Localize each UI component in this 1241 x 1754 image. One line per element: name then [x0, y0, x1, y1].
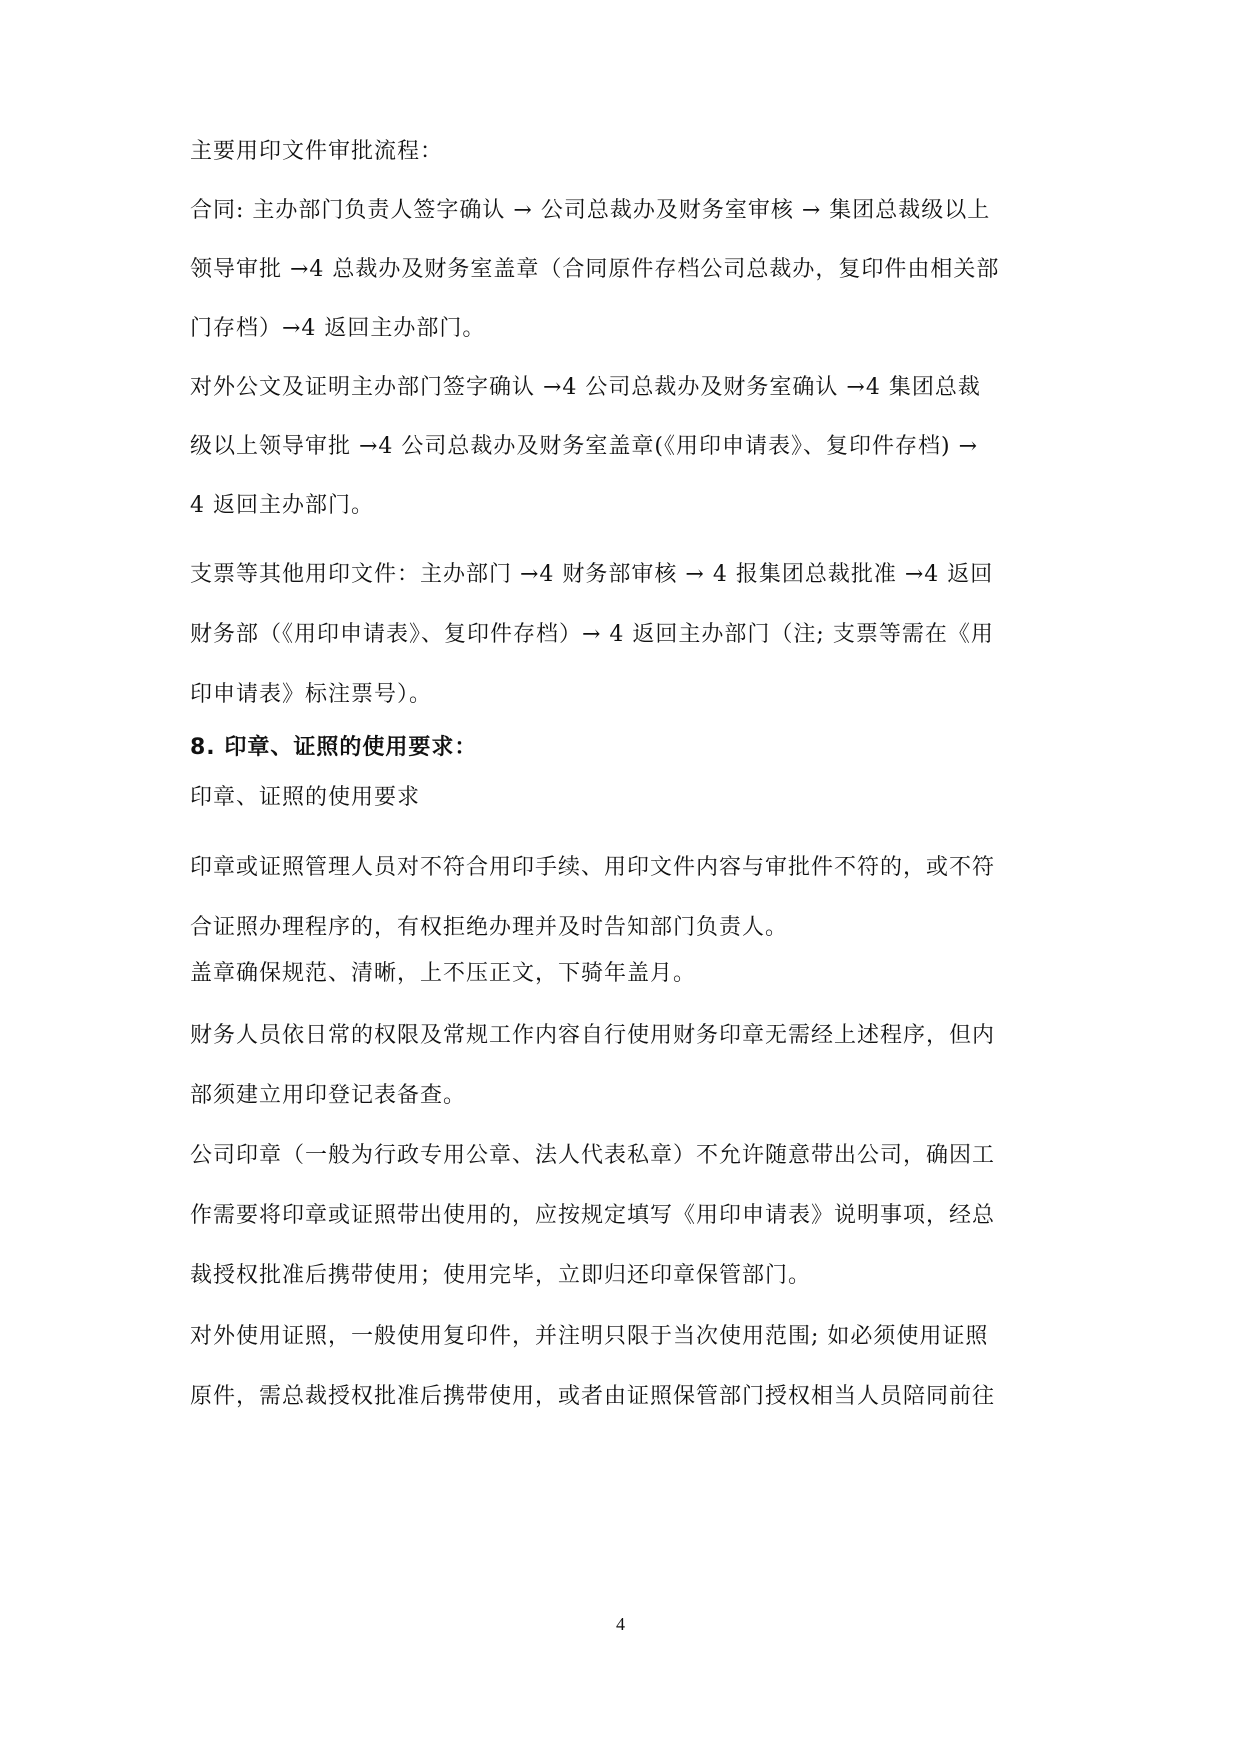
page-number: 4 — [616, 1614, 625, 1634]
text-line: 印申请表》标注票号）。 — [190, 682, 433, 707]
text-line: 门存档）→4 返回主办部门。 — [190, 316, 486, 341]
text-line: 裁授权批准后携带使用；使用完毕，立即归还印章保管部门。 — [190, 1263, 812, 1288]
text-line: 财务部（《用印申请表》、复印件存档）→ 4 返回主办部门（注; 支票等需在《用 — [190, 622, 994, 647]
text-line: 主要用印文件审批流程： — [190, 139, 444, 164]
text-line: 对外公文及证明主办部门签字确认 →4 公司总裁办及财务室确认 →4 集团总裁 — [190, 375, 981, 400]
text-line: 领导审批 →4 总裁办及财务室盖章（合同原件存档公司总裁办，复印件由相关部 — [190, 257, 1000, 282]
text-line: 对外使用证照，一般使用复印件，并注明只限于当次使用范围; 如必须使用证照 — [190, 1324, 989, 1349]
text-line: 印章、证照的使用要求 — [190, 785, 421, 810]
text-line: 合证照办理程序的，有权拒绝办理并及时告知部门负责人。 — [190, 915, 789, 940]
text-line: 公司印章（一般为行政专用公章、法人代表私章）不允许随意带出公司，确因工 — [190, 1143, 996, 1168]
text-line: 合同: 主办部门负责人签字确认 → 公司总裁办及财务室审核 → 集团总裁级以上 — [190, 198, 991, 223]
text-line: 原件，需总裁授权批准后携带使用，或者由证照保管部门授权相当人员陪同前往 — [190, 1384, 996, 1409]
text-line: 级以上领导审批 →4 公司总裁办及财务室盖章(《用印申请表》、复印件存档) → — [190, 434, 979, 459]
text-line: 4 返回主办部门。 — [190, 493, 374, 518]
text-line: 财务人员依日常的权限及常规工作内容自行使用财务印章无需经上述程序，但内 — [190, 1023, 996, 1048]
text-line: 作需要将印章或证照带出使用的，应按规定填写《用印申请表》说明事项，经总 — [190, 1203, 996, 1228]
text-line: 印章或证照管理人员对不符合用印手续、用印文件内容与审批件不符的，或不符 — [190, 855, 996, 880]
text-line: 支票等其他用印文件：主办部门 →4 财务部审核 → 4 报集团总裁批准 →4 返回 — [190, 562, 994, 587]
text-line: 部须建立用印登记表备查。 — [190, 1083, 467, 1108]
section-heading: 8. 印章、证照的使用要求： — [190, 735, 478, 760]
text-line: 盖章确保规范、清晰，上不压正文，下骑年盖月。 — [190, 961, 697, 986]
